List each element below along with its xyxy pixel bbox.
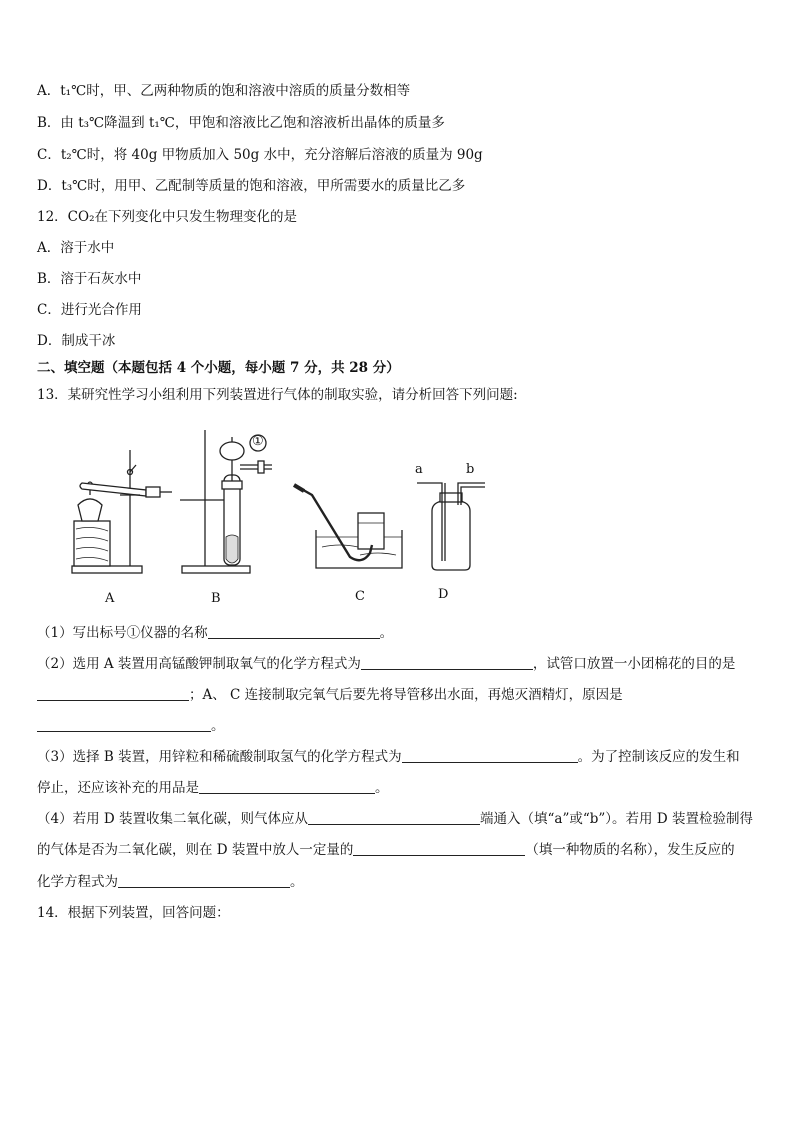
figure-label-b: B [211, 591, 221, 606]
q12-option-a: A．溶于水中 [37, 240, 115, 256]
answer-blank[interactable] [37, 686, 189, 701]
answer-blank[interactable] [37, 717, 211, 732]
q13-part2-line3 [37, 717, 225, 735]
q12-option-d: D．制成干冰 [37, 333, 116, 349]
q13-part3-line1 [37, 748, 740, 766]
answer-blank[interactable] [118, 873, 290, 888]
q13-part2-text-c: ；A、 C 连接制取完氧气后要先将导管移出水面，再熄灭酒精灯，原因是 [189, 687, 623, 703]
apparatus-b [180, 430, 272, 573]
q13-part4-text-e: 化学方程式为 [37, 874, 118, 890]
q13-part4-text-b: 端通入（填“a”或“b”）。若用 D 装置检验制得 [480, 811, 753, 827]
q14-stem: 14．根据下列装置，回答问题： [37, 905, 230, 921]
q13-part1-text: （1）写出标号①仪器的名称 [37, 625, 208, 641]
q13-part1-end: 。 [379, 625, 394, 641]
q13-part4-text-c: 的气体是否为二氧化碳，则在 D 装置中放人一定量的 [37, 842, 354, 858]
q13-part3-text-b: 。为了控制该反应的发生和 [577, 749, 740, 765]
q11-option-c: C．t₂℃时，将 40g 甲物质加入 50g 水中，充分溶解后溶液的质量为 90g [37, 147, 483, 163]
q11-option-b: B．由 t₃℃降温到 t₁℃，甲饱和溶液比乙饱和溶液析出晶体的质量多 [37, 115, 445, 131]
apparatus-figure [60, 425, 500, 610]
q13-stem: 13．某研究性学习小组利用下列装置进行气体的制取实验，请分析回答下列问题: [37, 387, 518, 403]
q12-option-b: B．溶于石灰水中 [37, 271, 142, 287]
q13-part2-line2 [37, 686, 623, 704]
q13-part4-line1 [37, 810, 753, 828]
figure-label-a-end: a [415, 462, 423, 477]
q13-part2-text-a: （2）选用 A 装置用高锰酸钾制取氧气的化学方程式为 [37, 656, 361, 672]
q13-part2-text-b: ，试管口放置一小团棉花的目的是 [532, 656, 736, 672]
q13-part4-line3 [37, 873, 304, 891]
answer-blank[interactable] [208, 624, 380, 639]
section-heading: 二、填空题（本题包括 4 个小题，每小题 7 分，共 28 分） [37, 360, 400, 376]
answer-blank[interactable] [308, 810, 480, 825]
apparatus-c [294, 485, 402, 568]
q12-option-c: C．进行光合作用 [37, 302, 142, 318]
apparatus-d [417, 483, 485, 570]
q13-part4-end: 。 [290, 874, 304, 890]
figure-label-b-end: b [466, 462, 475, 477]
q13-part4-text-d: （填一种物质的名称），发生反应的 [525, 842, 735, 858]
figure-label-circled-1: ① [252, 434, 264, 449]
q11-option-d: D．t₃℃时，用甲、乙配制等质量的饱和溶液，甲所需要水的质量比乙多 [37, 178, 466, 194]
q13-part4-line2 [37, 841, 735, 859]
answer-blank[interactable] [402, 748, 578, 763]
q13-part4-text-a: （4）若用 D 装置收集二氧化碳，则气体应从 [37, 811, 308, 827]
q11-option-a: A．t₁℃时，甲、乙两种物质的饱和溶液中溶质的质量分数相等 [37, 83, 411, 99]
q13-part1 [37, 624, 393, 642]
q13-part3-end: 。 [375, 780, 389, 796]
answer-blank[interactable] [361, 655, 533, 670]
figure-label-a: A [105, 591, 115, 606]
figure-label-c: C [355, 589, 365, 604]
q13-part2-end: 。 [211, 718, 225, 734]
apparatus-a [72, 450, 172, 573]
q13-part3-text-a: （3）选择 B 装置，用锌粒和稀硫酸制取氢气的化学方程式为 [37, 749, 402, 765]
q13-part3-text-c: 停止，还应该补充的用品是 [37, 780, 199, 796]
q13-part2-line1 [37, 655, 735, 673]
q13-part3-line2 [37, 779, 389, 797]
answer-blank[interactable] [353, 841, 525, 856]
q12-stem: 12．CO₂在下列变化中只发生物理变化的是 [37, 209, 297, 225]
answer-blank[interactable] [199, 779, 375, 794]
figure-label-d: D [438, 587, 449, 602]
